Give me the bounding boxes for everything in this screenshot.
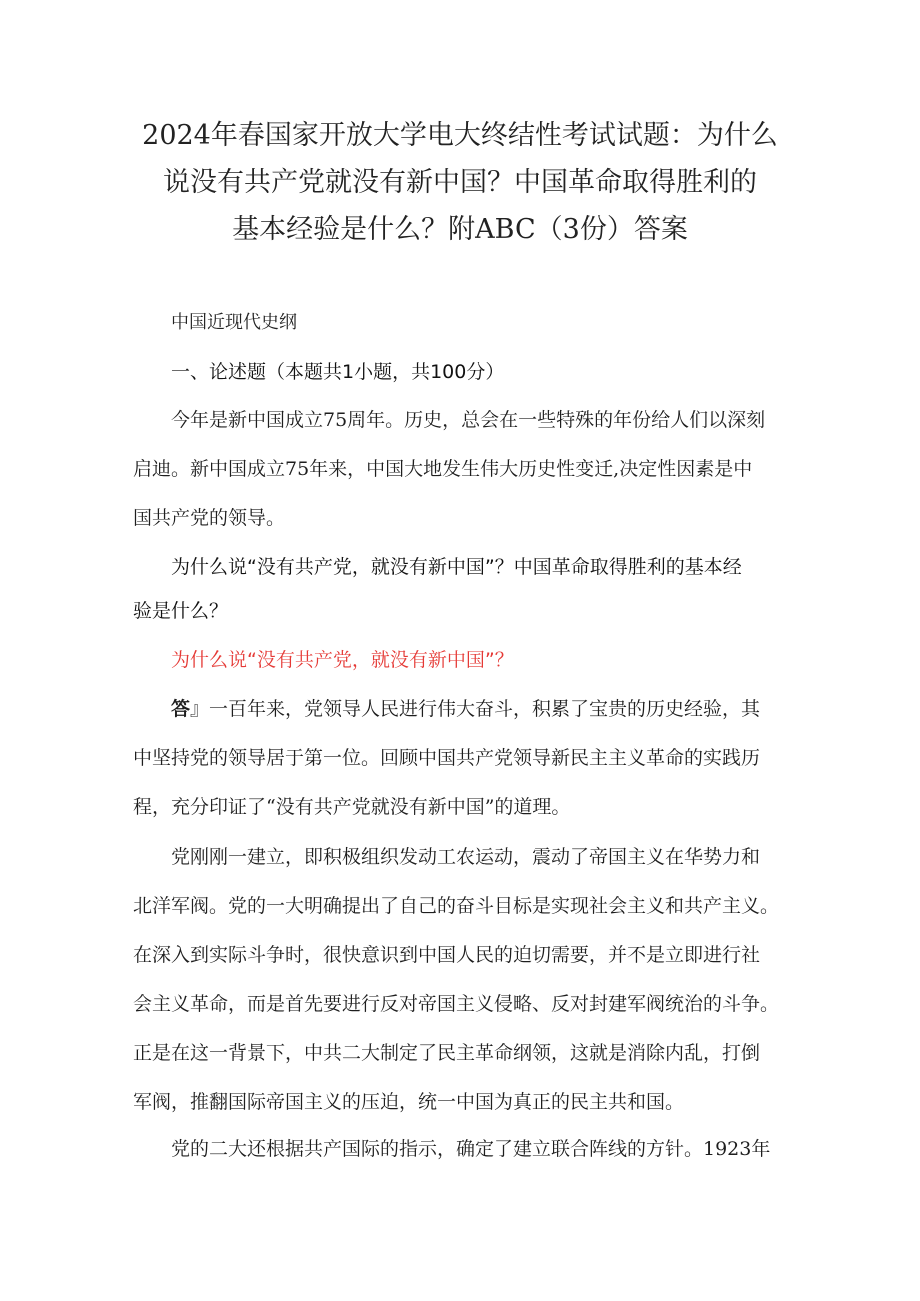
body-paragraph-2 — [133, 833, 793, 1127]
para2-line-3: 在深入到实际斗争时，很快意识到中国人民的迫切需要，并不是立即进行社 — [133, 944, 761, 966]
intro-paragraph — [133, 396, 793, 543]
document-title — [110, 112, 810, 253]
subject-label: 中国近现代史纲 — [171, 312, 297, 333]
para2-line-4: 会主义革命，而是首先要进行反对帝国主义侵略、反对封建军阀统治的斗争。 — [133, 993, 780, 1015]
intro-line-1: 今年是新中国成立75周年。历史，总会在一些特殊的年份给人们以深刻 — [171, 409, 766, 431]
title-line-2: 说没有共产党就没有新中国？中国革命取得胜利的 — [163, 167, 757, 198]
answer-line-1-text: 』一百年来，党领导人民进行伟大奋斗，积累了宝贵的历史经验，其 — [190, 698, 761, 720]
answer-line-3: 程，充分印证了“没有共产党就没有新中国”的道理。 — [133, 796, 571, 818]
para2-line-2: 北洋军阀。党的一大明确提出了自己的奋斗目标是实现社会主义和共产主义。 — [133, 895, 780, 917]
section-heading: 一、论述题（本题共1小题，共100分） — [171, 361, 505, 383]
intro-line-2: 启迪。新中国成立75年来，中国大地发生伟大历史性变迁,决定性因素是中 — [133, 458, 753, 480]
para2-line-5: 正是在这一背景下，中共二大制定了民主革命纲领，这就是消除内乱，打倒 — [133, 1042, 761, 1064]
para2-line-1: 党刚刚一建立，即积极组织发动工农运动，震动了帝国主义在华势力和 — [171, 846, 761, 868]
answer-line-2: 中坚持党的领导居于第一位。回顾中国共产党领导新民主主义革命的实践历 — [133, 747, 761, 769]
sub-question: 为什么说“没有共产党，就没有新中国”？ — [171, 649, 514, 671]
answer-label: 答 — [171, 698, 191, 720]
para3-line-1: 党的二大还根据共产国际的指示，确定了建立联合阵线的方针。1923年 — [171, 1138, 771, 1160]
para2-line-6: 军阀，推翻国际帝国主义的压迫，统一中国为真正的民主共和国。 — [133, 1091, 685, 1113]
body-paragraph-3 — [133, 1125, 793, 1174]
question-paragraph — [133, 545, 793, 633]
question-line-2: 验是什么？ — [133, 600, 229, 622]
question-line-1: 为什么说“没有共产党，就没有新中国”？中国革命取得胜利的基本经 — [171, 556, 742, 578]
answer-paragraph — [133, 685, 793, 832]
answer-line-1 — [133, 685, 793, 734]
title-line-1: 2024年春国家开放大学电大终结性考试试题：为什么 — [142, 120, 778, 151]
title-line-3: 基本经验是什么？附ABC（3份）答案 — [232, 214, 688, 245]
intro-line-3: 国共产党的领导。 — [133, 507, 286, 529]
